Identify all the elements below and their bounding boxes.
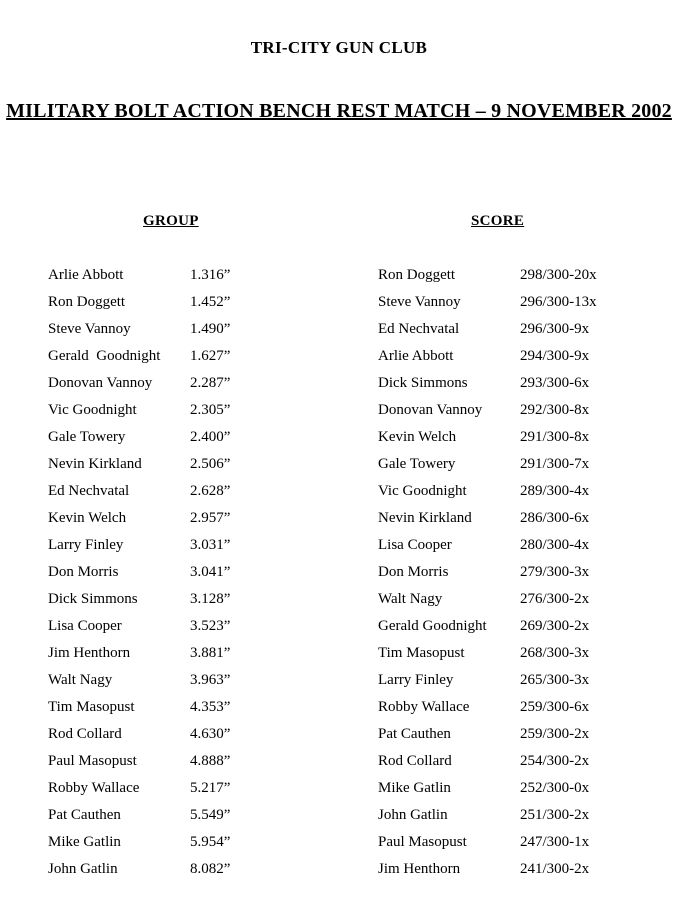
group-result-row xyxy=(48,347,348,374)
shooter-name: John Gatlin xyxy=(378,807,448,823)
group-size-value: 3.523” xyxy=(190,618,231,634)
shooter-name: Nevin Kirkland xyxy=(48,456,142,472)
shooter-name: Donovan Vannoy xyxy=(48,375,153,391)
shooter-name: Paul Masopust xyxy=(48,753,137,769)
score-result-row xyxy=(378,671,678,698)
score-value: 276/300-2x xyxy=(520,591,590,607)
score-result-row xyxy=(378,806,678,833)
shooter-name: Walt Nagy xyxy=(48,672,113,688)
score-result-row xyxy=(378,644,678,671)
score-result-row xyxy=(378,725,678,752)
shooter-name: Arlie Abbott xyxy=(378,348,454,364)
shooter-name: Tim Masopust xyxy=(378,645,465,661)
score-value: 265/300-3x xyxy=(520,672,590,688)
shooter-name: Ron Doggett xyxy=(378,267,456,283)
group-result-row xyxy=(48,779,348,806)
group-result-row xyxy=(48,806,348,833)
shooter-name: Gale Towery xyxy=(378,456,456,472)
score-result-row xyxy=(378,509,678,536)
shooter-name: Vic Goodnight xyxy=(48,402,137,418)
score-value: 251/300-2x xyxy=(520,807,590,823)
shooter-name: Larry Finley xyxy=(48,537,124,553)
score-value: 294/300-9x xyxy=(520,348,590,364)
group-result-row xyxy=(48,293,348,320)
score-result-row xyxy=(378,833,678,860)
shooter-name: Don Morris xyxy=(48,564,119,580)
shooter-name: Jim Henthorn xyxy=(378,861,461,877)
shooter-name: Pat Cauthen xyxy=(48,807,121,823)
score-result-row xyxy=(378,320,678,347)
score-result-row xyxy=(378,590,678,617)
shooter-name: Ed Nechvatal xyxy=(48,483,130,499)
shooter-name: Walt Nagy xyxy=(378,591,443,607)
page-title: TRI-CITY GUN CLUB xyxy=(250,38,428,57)
shooter-name: Tim Masopust xyxy=(48,699,135,715)
group-result-row xyxy=(48,428,348,455)
group-result-row xyxy=(48,752,348,779)
shooter-name: Ed Nechvatal xyxy=(378,321,460,337)
score-value: 296/300-9x xyxy=(520,321,590,337)
group-result-row xyxy=(48,455,348,482)
score-result-row xyxy=(378,428,678,455)
group-size-value: 5.954” xyxy=(190,834,231,850)
shooter-name: Robby Wallace xyxy=(378,699,470,715)
score-result-row xyxy=(378,563,678,590)
score-result-row xyxy=(378,860,678,887)
shooter-name: Gerald Goodnight xyxy=(378,618,487,634)
score-value: 286/300-6x xyxy=(520,510,590,526)
score-result-row xyxy=(378,374,678,401)
group-size-value: 5.217” xyxy=(190,780,231,796)
score-value: 280/300-4x xyxy=(520,537,590,553)
group-size-value: 3.031” xyxy=(190,537,231,553)
group-size-value: 3.963” xyxy=(190,672,231,688)
score-result-row xyxy=(378,482,678,509)
score-column-header: SCORE xyxy=(471,213,525,229)
shooter-name: Lisa Cooper xyxy=(48,618,122,634)
shooter-name: Rod Collard xyxy=(378,753,452,769)
group-size-value: 4.630” xyxy=(190,726,231,742)
score-value: 268/300-3x xyxy=(520,645,590,661)
score-value: 269/300-2x xyxy=(520,618,590,634)
group-result-row xyxy=(48,563,348,590)
group-result-row xyxy=(48,860,348,887)
shooter-name: Jim Henthorn xyxy=(48,645,131,661)
group-column-header: GROUP xyxy=(143,213,199,229)
group-result-row xyxy=(48,725,348,752)
shooter-name: Steve Vannoy xyxy=(378,294,461,310)
shooter-name: Mike Gatlin xyxy=(48,834,121,850)
group-size-value: 8.082” xyxy=(190,861,231,877)
shooter-name: Kevin Welch xyxy=(48,510,127,526)
group-size-value: 5.549” xyxy=(190,807,231,823)
group-results-list xyxy=(48,266,348,887)
group-size-value: 4.353” xyxy=(190,699,231,715)
group-size-value: 2.628” xyxy=(190,483,231,499)
score-value: 252/300-0x xyxy=(520,780,590,796)
shooter-name: Vic Goodnight xyxy=(378,483,467,499)
group-size-value: 1.452” xyxy=(190,294,231,310)
shooter-name: Don Morris xyxy=(378,564,449,580)
score-value: 279/300-3x xyxy=(520,564,590,580)
group-size-value: 1.490” xyxy=(190,321,231,337)
group-result-row xyxy=(48,590,348,617)
group-result-row xyxy=(48,644,348,671)
group-result-row xyxy=(48,374,348,401)
score-result-row xyxy=(378,536,678,563)
group-size-value: 1.627” xyxy=(190,348,231,364)
group-size-value: 1.316” xyxy=(190,267,231,283)
score-value: 298/300-20x xyxy=(520,267,597,283)
score-result-row xyxy=(378,266,678,293)
group-result-row xyxy=(48,698,348,725)
shooter-name: Mike Gatlin xyxy=(378,780,451,796)
score-value: 291/300-8x xyxy=(520,429,590,445)
group-size-value: 3.128” xyxy=(190,591,231,607)
group-result-row xyxy=(48,320,348,347)
score-value: 289/300-4x xyxy=(520,483,590,499)
score-result-row xyxy=(378,347,678,374)
shooter-name: Steve Vannoy xyxy=(48,321,131,337)
group-result-row xyxy=(48,833,348,860)
shooter-name: Dick Simmons xyxy=(378,375,468,391)
group-size-value: 2.287” xyxy=(190,375,231,391)
group-result-row xyxy=(48,482,348,509)
score-value: 291/300-7x xyxy=(520,456,590,472)
shooter-name: Ron Doggett xyxy=(48,294,126,310)
group-result-row xyxy=(48,401,348,428)
group-size-value: 3.881” xyxy=(190,645,231,661)
shooter-name: John Gatlin xyxy=(48,861,118,877)
score-value: 254/300-2x xyxy=(520,753,590,769)
group-size-value: 2.400” xyxy=(190,429,231,445)
group-size-value: 2.506” xyxy=(190,456,231,472)
score-results-list xyxy=(378,266,678,887)
group-size-value: 2.305” xyxy=(190,402,231,418)
shooter-name: Dick Simmons xyxy=(48,591,138,607)
score-result-row xyxy=(378,293,678,320)
shooter-name: Nevin Kirkland xyxy=(378,510,472,526)
score-result-row xyxy=(378,779,678,806)
shooter-name: Larry Finley xyxy=(378,672,454,688)
group-size-value: 2.957” xyxy=(190,510,231,526)
shooter-name: Robby Wallace xyxy=(48,780,140,796)
shooter-name: Kevin Welch xyxy=(378,429,457,445)
score-value: 259/300-2x xyxy=(520,726,590,742)
score-result-row xyxy=(378,698,678,725)
shooter-name: Donovan Vannoy xyxy=(378,402,483,418)
score-result-row xyxy=(378,752,678,779)
score-result-row xyxy=(378,455,678,482)
score-value: 241/300-2x xyxy=(520,861,590,877)
group-result-row xyxy=(48,536,348,563)
shooter-name: Rod Collard xyxy=(48,726,122,742)
group-result-row xyxy=(48,617,348,644)
score-result-row xyxy=(378,401,678,428)
score-value: 259/300-6x xyxy=(520,699,590,715)
group-result-row xyxy=(48,671,348,698)
group-result-row xyxy=(48,509,348,536)
match-title: MILITARY BOLT ACTION BENCH REST MATCH – 9 NOVEMBER 2002 xyxy=(6,100,672,122)
group-size-value: 3.041” xyxy=(190,564,231,580)
score-value: 293/300-6x xyxy=(520,375,590,391)
shooter-name: Lisa Cooper xyxy=(378,537,452,553)
shooter-name: Gerald Goodnight xyxy=(48,348,161,364)
shooter-name: Pat Cauthen xyxy=(378,726,451,742)
score-result-row xyxy=(378,617,678,644)
score-value: 296/300-13x xyxy=(520,294,597,310)
group-result-row xyxy=(48,266,348,293)
shooter-name: Gale Towery xyxy=(48,429,126,445)
score-value: 292/300-8x xyxy=(520,402,590,418)
shooter-name: Paul Masopust xyxy=(378,834,467,850)
group-size-value: 4.888” xyxy=(190,753,231,769)
shooter-name: Arlie Abbott xyxy=(48,267,124,283)
score-value: 247/300-1x xyxy=(520,834,590,850)
match-title-wrap xyxy=(0,100,678,123)
